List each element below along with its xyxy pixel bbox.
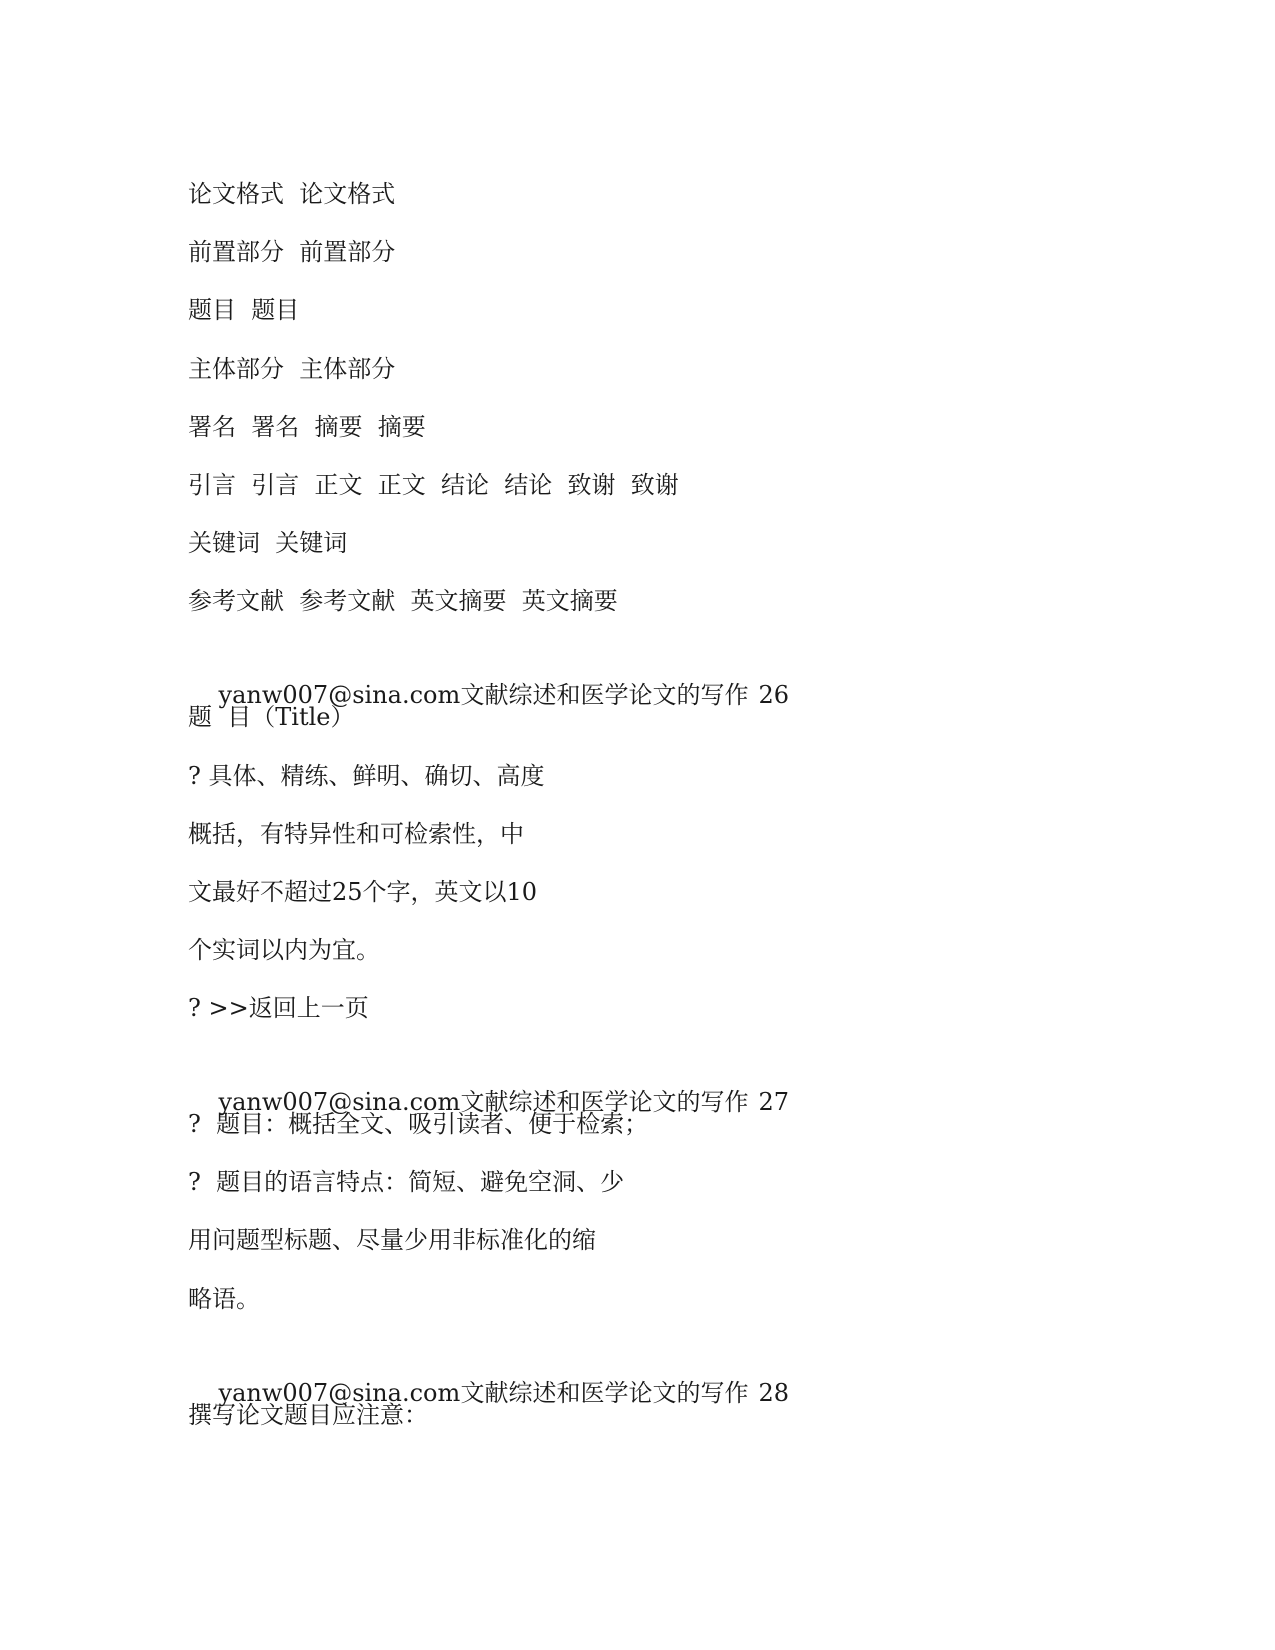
- footer-page-number: 26: [758, 681, 790, 709]
- text-line: 论文格式 论文格式: [188, 180, 396, 208]
- text-line: 概括，有特异性和可检索性，中: [188, 820, 524, 848]
- text-line: 个实词以内为宜。: [188, 936, 380, 964]
- slide-footer: [188, 1048, 790, 1116]
- footer-email: yanw007@sina.com: [218, 1088, 461, 1116]
- text-line: 撰写论文题目应注意：: [188, 1401, 428, 1429]
- text-line: 主体部分 主体部分: [188, 355, 396, 383]
- text-line: 题 目（Title）: [188, 703, 355, 731]
- footer-page-number: 28: [758, 1379, 790, 1407]
- text-line: 前置部分 前置部分: [188, 238, 396, 266]
- text-line: 文最好不超过25个字，英文以10: [188, 878, 538, 906]
- text-line: 参考文献 参考文献 英文摘要 英文摘要: [188, 587, 618, 615]
- footer-email: yanw007@sina.com: [218, 1379, 461, 1407]
- slide-footer: [188, 641, 790, 709]
- text-line: ? 具体、精练、鲜明、确切、高度: [188, 762, 545, 790]
- text-line: 关键词 关键词: [188, 529, 348, 557]
- text-line: 署名 署名 摘要 摘要: [188, 413, 426, 441]
- text-line: ? 题目：概括全文、吸引读者、便于检索；: [188, 1110, 649, 1138]
- back-link[interactable]: ? >>返回上一页: [188, 994, 369, 1022]
- text-line: 题目 题目: [188, 296, 300, 324]
- footer-page-number: 27: [758, 1088, 790, 1116]
- text-line: 引言 引言 正文 正文 结论 结论 致谢 致谢: [188, 471, 679, 499]
- footer-course-title: 文献综述和医学论文的写作: [460, 1379, 749, 1407]
- footer-course-title: 文献综述和医学论文的写作: [460, 1088, 749, 1116]
- text-line: 用问题型标题、尽量少用非标准化的缩: [188, 1226, 596, 1254]
- slide-footer: [188, 1339, 790, 1407]
- footer-email: yanw007@sina.com: [218, 681, 461, 709]
- text-line: 略语。: [188, 1285, 260, 1313]
- footer-course-title: 文献综述和医学论文的写作: [460, 681, 749, 709]
- text-line: ? 题目的语言特点：简短、避免空洞、少: [188, 1168, 625, 1196]
